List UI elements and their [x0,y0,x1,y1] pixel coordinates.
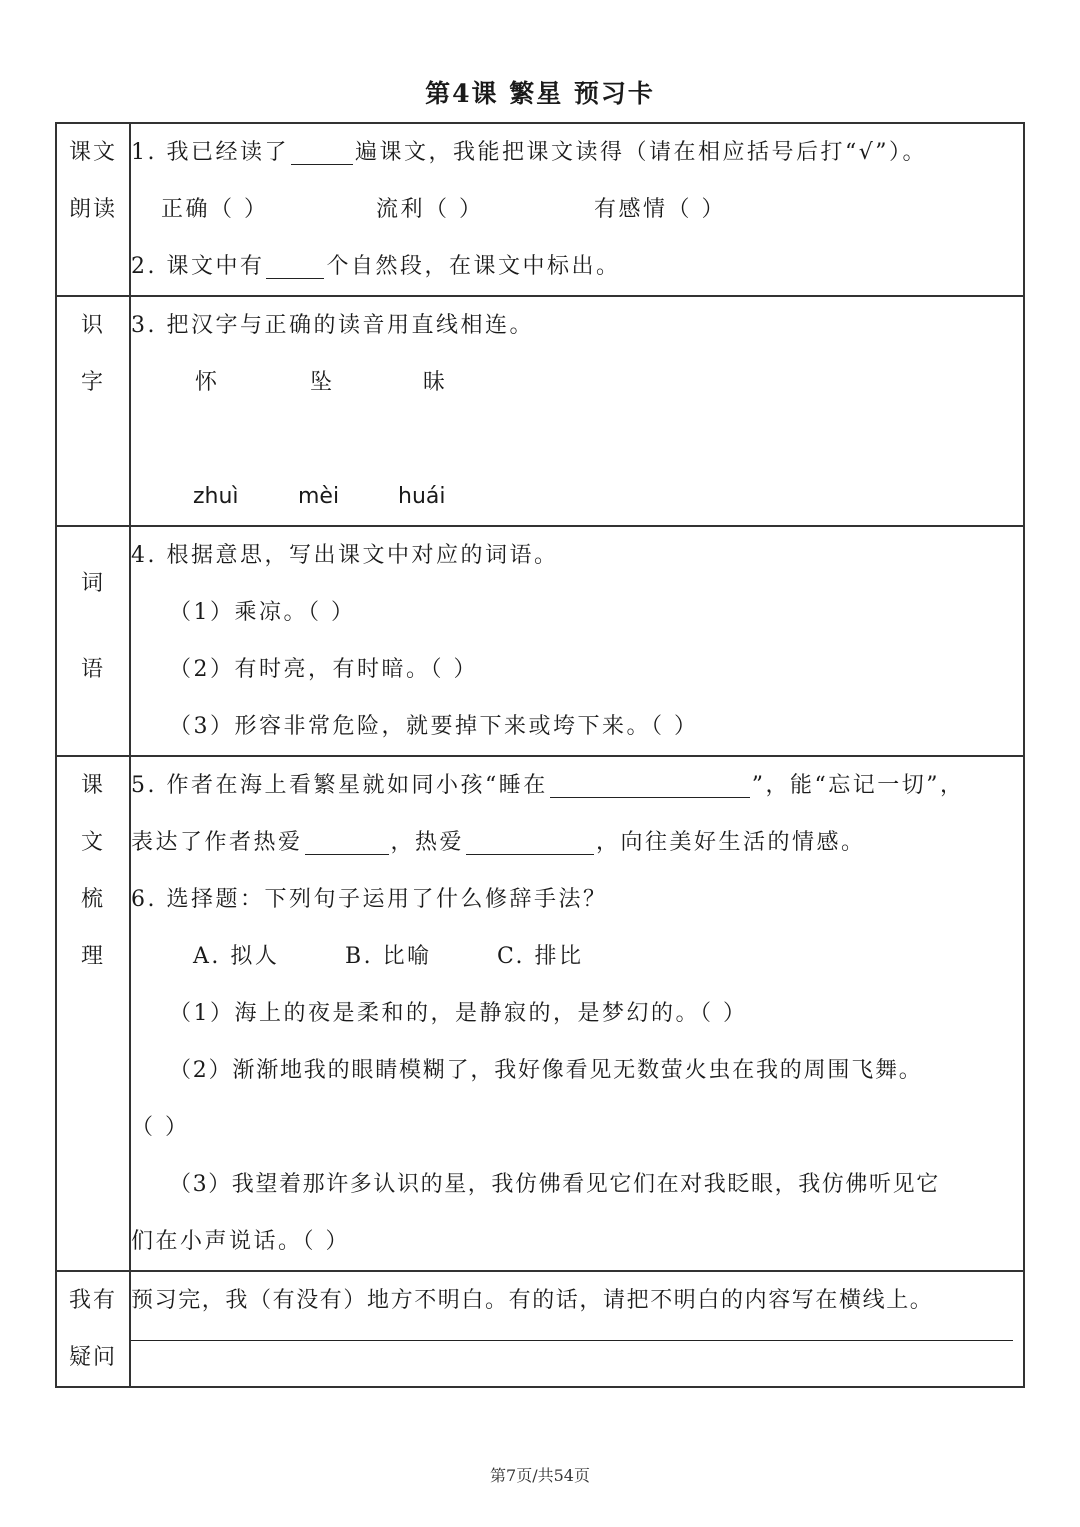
char-mei[interactable]: 昧 [423,370,448,395]
label-characters [56,296,130,526]
option-emotion[interactable]: 有感情（ ） [594,197,726,222]
page-footer: 第7页/共54页 [490,1466,590,1485]
label-reading-1: 课文 [68,140,117,165]
content-review [130,756,1024,1271]
label-review-3: 梳 [80,887,105,912]
section-questions [56,1271,1024,1387]
questions-prompt: 预习完，我（有没有）地方不明白。有的话，请把不明白的内容写在横线上。 [131,1288,934,1313]
label-words-1: 词 [80,571,105,596]
option-a: A. 拟人 [193,944,280,969]
sleep-in-blank[interactable] [550,769,750,798]
label-characters-2: 字 [80,370,105,395]
word-item-2[interactable]: （2）有时亮，有时暗。（ ） [169,657,478,682]
page-title: 第4课 繁星 预习卡 [425,79,655,108]
content-words [130,526,1024,756]
pinyin-huai[interactable]: huái [398,484,446,509]
label-review [56,756,130,1271]
word-item-3[interactable]: （3）形容非常危险，就要掉下来或垮下来。（ ） [169,714,699,739]
q6-line: 6. 选择题：下列句子运用了什么修辞手法？ [131,887,608,912]
label-review-1: 课 [80,773,105,798]
love-blank-2[interactable] [466,826,594,855]
pinyin-zhui[interactable]: zhuì [193,484,239,509]
spacer-row [131,411,1023,468]
section-reading [56,123,1024,296]
chars-row [131,354,1023,411]
q2-line: 2. 课文中有 个自然段，在课文中标出。 [131,238,1023,295]
label-review-2: 文 [80,830,105,855]
paragraph-count-blank[interactable] [266,250,324,279]
section-review [56,756,1024,1271]
label-questions [56,1271,130,1387]
q1-options [131,181,1023,238]
label-questions-2: 疑问 [68,1345,117,1370]
label-characters-1: 识 [80,313,105,338]
word-item-1[interactable]: （1）乘凉。（ ） [169,600,356,625]
sentence-1[interactable]: （1）海上的夜是柔和的，是静寂的，是梦幻的。（ ） [169,1001,748,1026]
q4-line: 4. 根据意思，写出课文中对应的词语。 [131,543,559,568]
char-huai[interactable]: 怀 [195,370,220,395]
label-words-2: 语 [80,657,105,682]
love-blank-1[interactable] [305,826,389,855]
pinyin-mei[interactable]: mèi [298,484,340,509]
question-answer-line[interactable] [131,1339,1013,1341]
sentence-2: （2）渐渐地我的眼睛模糊了，我好像看见无数萤火虫在我的周围飞舞。 [169,1058,923,1083]
label-words [56,526,130,756]
option-c: C. 排比 [497,944,584,969]
char-zhui[interactable]: 坠 [310,370,335,395]
label-review-4: 理 [80,944,105,969]
option-b: B. 比喻 [345,944,432,969]
sentence-2-answer[interactable]: （ ） [131,1115,190,1140]
q1-line: 1. 我已经读了 遍课文，我能把课文读得（请在相应括号后打“√”）。 [131,124,1023,181]
section-characters [56,296,1024,526]
label-reading [56,123,130,296]
content-reading [130,123,1024,296]
q3-line: 3. 把汉字与正确的读音用直线相连。 [131,313,534,338]
sentence-3-b[interactable]: 们在小声说话。（ ） [131,1229,350,1254]
q6-options [131,928,1023,985]
label-reading-2: 朗读 [68,197,117,222]
content-characters [130,296,1024,526]
label-questions-1: 我有 [68,1288,117,1313]
q5-line-2: 表达了作者热爱 ，热爱 ，向往美好生活的情感。 [131,814,1023,871]
option-correct[interactable]: 正确（ ） [161,197,269,222]
sentence-3-a: （3）我望着那许多认识的星，我仿佛看见它们在对我眨眼，我仿佛听见它 [169,1172,940,1197]
content-questions [130,1271,1024,1387]
section-words [56,526,1024,756]
pinyin-row [131,468,1023,525]
read-count-blank[interactable] [291,136,353,165]
preview-card-table [55,122,1025,1388]
option-fluent[interactable]: 流利（ ） [376,197,484,222]
q5-line-1: 5. 作者在海上看繁星就如同小孩“睡在 ”，能“忘记一切”， [131,757,1023,814]
